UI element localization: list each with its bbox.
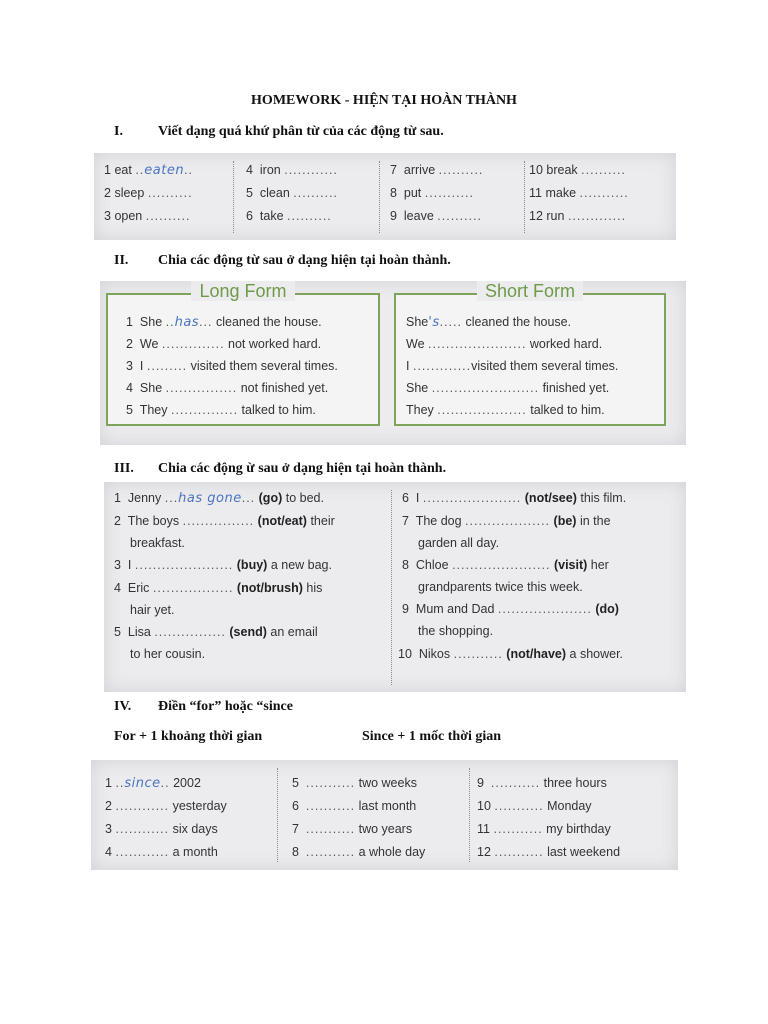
item-number: 11	[529, 186, 542, 200]
item-number: 12	[529, 209, 543, 223]
list-item: 2 The boys ................ (not/eat) their breakfast.	[114, 514, 335, 550]
item-number: 3	[104, 209, 111, 223]
list-item: 10 break ..........	[529, 163, 626, 177]
column-divider	[379, 161, 380, 233]
exercise-3-panel	[104, 482, 686, 692]
item-number: 4	[246, 163, 253, 177]
list-item: 2 ............ yesterday	[105, 799, 227, 813]
section-instruction: Viết dạng quá khứ phân từ của các động từ sau.	[158, 124, 444, 139]
list-item: 1 She ..has... cleaned the house.	[126, 315, 322, 330]
list-item: 12 ........... last weekend	[477, 845, 621, 859]
list-item: 4 ............ a month	[105, 845, 218, 859]
section-instruction: Chia các động ừ sau ở dạng hiện tại hoàn thành.	[158, 461, 447, 476]
item-number: 10	[529, 163, 543, 177]
item-number: 1	[104, 163, 111, 177]
list-item: 4 She ................ not finished yet.	[126, 381, 329, 395]
verb: break	[546, 163, 578, 177]
list-item: 10 Nikos ........... (not/have) a shower.	[398, 647, 624, 661]
column-divider	[524, 161, 525, 233]
handwritten-answer: eaten	[144, 163, 185, 178]
verb: iron	[259, 163, 281, 177]
list-item: 9 leave ..........	[390, 209, 483, 223]
list-item: 9 ........... three hours	[477, 776, 607, 790]
list-item: She ........................ finished yet.	[406, 381, 610, 395]
verb: clean	[259, 186, 290, 200]
list-item: 5 ........... two weeks	[292, 776, 417, 790]
list-item: 11 make ...........	[529, 186, 629, 200]
verb: put	[403, 186, 422, 200]
exercise-2-panel	[100, 281, 686, 445]
section-number: II.	[114, 253, 129, 268]
exercise-4-panel	[91, 760, 678, 870]
list-item: We ...................... worked hard.	[406, 337, 603, 351]
list-item: 7 arrive ..........	[390, 163, 484, 177]
handwritten-answer: has gone	[178, 491, 242, 506]
verb: arrive	[403, 163, 436, 177]
item-number: 6	[246, 209, 253, 223]
list-item: 9 Mum and Dad ..................... (do) the shopping.	[402, 602, 619, 638]
list-item: 2 sleep ..........	[104, 186, 193, 200]
list-item: 5 clean ..........	[246, 186, 339, 200]
verb: run	[546, 209, 565, 223]
item-number: 7	[390, 163, 397, 177]
list-item: 5 They ............... talked to him.	[126, 403, 316, 417]
list-item: 7 The dog ................... (be) in the garden all day.	[402, 514, 611, 550]
list-item: 3 open ..........	[104, 209, 191, 223]
section-instruction: Điền “for” hoặc “since	[158, 699, 293, 714]
list-item: She's..... cleaned the house.	[406, 315, 572, 330]
verb: leave	[403, 209, 434, 223]
section-number: IV.	[114, 699, 132, 714]
verb: make	[545, 186, 577, 200]
handwritten-answer: 's	[428, 315, 440, 330]
list-item: 6 take ..........	[246, 209, 332, 223]
item-number: 5	[246, 186, 253, 200]
list-item: 7 ........... two years	[292, 822, 413, 836]
list-item: 3 I ...................... (buy) a new bag.	[114, 558, 332, 572]
handwritten-answer: since	[124, 776, 161, 791]
box-title: Short Form	[396, 281, 664, 302]
verb: sleep	[114, 186, 145, 200]
list-item: 12 run .............	[529, 209, 627, 223]
for-rule: For + 1 khoảng thời gian	[114, 729, 263, 744]
verb: open	[114, 209, 143, 223]
long-form-box	[106, 281, 380, 426]
verb: take	[259, 209, 284, 223]
list-item: 3 I ......... visited them several times.	[126, 359, 338, 373]
item-number: 9	[390, 209, 397, 223]
list-item: 8 put ...........	[390, 186, 474, 200]
short-form-box	[394, 281, 666, 426]
list-item: 2 We .............. not worked hard.	[126, 337, 322, 351]
section-instruction: Chia các động từ sau ở dạng hiện tại hoàn thành.	[158, 253, 451, 268]
list-item: 1 ..since.. 2002	[105, 776, 201, 791]
list-item: 4 Eric .................. (not/brush) his hair yet.	[114, 581, 323, 617]
list-item: 6 I ...................... (not/see) this film.	[402, 491, 627, 505]
handwritten-answer: has	[174, 315, 200, 330]
list-item: 1 Jenny ...has gone... (go) to bed.	[114, 491, 324, 506]
column-divider	[277, 768, 278, 862]
column-divider	[391, 490, 392, 685]
list-item: 10 ........... Monday	[477, 799, 592, 813]
box-title: Long Form	[108, 281, 378, 302]
section-number: I.	[114, 124, 123, 139]
list-item: 5 Lisa ................ (send) an email to her cousin.	[114, 625, 318, 661]
list-item: 3 ............ six days	[105, 822, 218, 836]
page-title: HOMEWORK - HIỆN TẠI HOÀN THÀNH	[251, 93, 517, 108]
list-item: 8 Chloe ...................... (visit) her grandparents twice this week.	[402, 558, 609, 594]
since-rule: Since + 1 mốc thời gian	[362, 729, 502, 744]
verb: eat	[114, 163, 132, 177]
list-item: I .............visited them several times.	[406, 359, 619, 373]
item-number: 8	[390, 186, 397, 200]
column-divider	[233, 161, 234, 233]
column-divider	[469, 768, 470, 862]
list-item: 1 eat ..eaten..	[104, 163, 194, 178]
list-item: 4 iron ............	[246, 163, 338, 177]
list-item: They .................... talked to him.	[406, 403, 605, 417]
exercise-1-panel	[94, 153, 676, 240]
item-number: 2	[104, 186, 111, 200]
list-item: 8 ........... a whole day	[292, 845, 426, 859]
section-number: III.	[114, 461, 134, 476]
list-item: 6 ........... last month	[292, 799, 417, 813]
list-item: 11 ........... my birthday	[477, 822, 611, 836]
